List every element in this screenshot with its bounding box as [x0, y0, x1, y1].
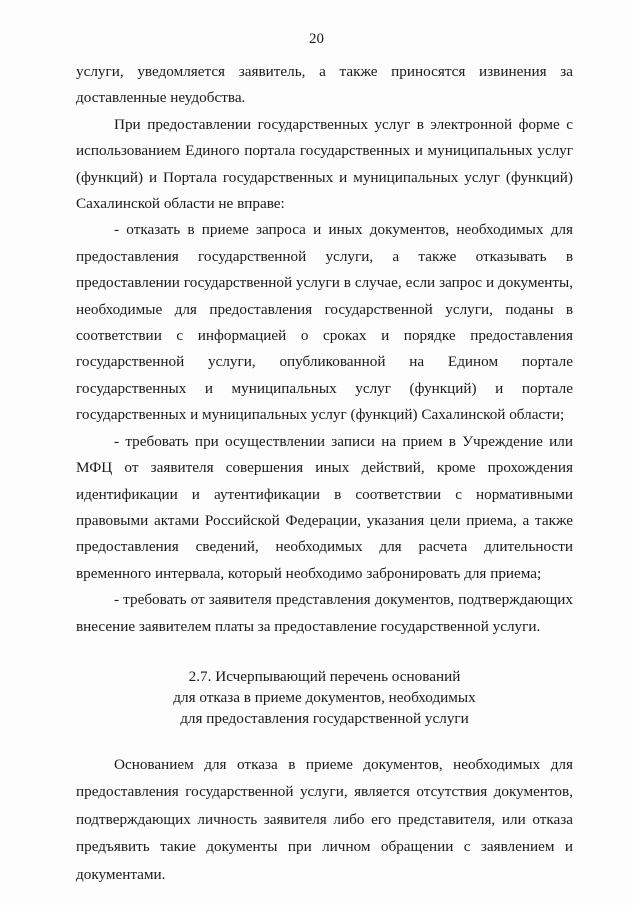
paragraph-refusal-grounds: Основанием для отказа в приеме документов, необходимых для предоставления государственной услуги, является отсутствия документов, подтверждающих личность заявителя либо его представителя, или отказа предъявить такие документы при личном обращении с заявлением и документами. — [76, 755, 573, 883]
paragraph-appointment-requirements: - требовать при осуществлении записи на прием в Учреждение или МФЦ от заявителя совершения иных действий, кроме прохождения идентификации и аутентификации в соответствии с нормативными правовыми актами Российской Федерации, указания цели приема, а также предоставления сведений, необходимых для расчета длительности временного интервала, который необходимо забронировать для приема; — [76, 432, 573, 582]
section-heading — [76, 666, 573, 729]
paragraph-continuation: услуги, уведомляется заявитель, а также приносятся извинения за доставленные неудобства. — [76, 63, 573, 107]
page-number: 20 — [309, 31, 324, 47]
paragraph-electronic-form: При предоставлении государственных услуг в электронной форме с использованием Единого портала государственных и муниципальных услуг (функций) и Портала государственных и муниципальных услуг (функций) Сахалинской области не вправе: — [76, 115, 573, 213]
paragraph-payment-documents: - требовать от заявителя представления документов, подтверждающих внесение заявителем платы за предоставление государственной услуги. — [76, 591, 573, 635]
section-heading-line: для отказа в приеме документов, необходимых — [173, 688, 476, 706]
section-heading-line: 2.7. Исчерпывающий перечень оснований — [188, 667, 461, 685]
section-heading-line: для предоставления государственной услуги — [180, 709, 469, 727]
paragraph-refuse-request: - отказать в приеме запроса и иных документов, необходимых для предоставления государственной услуги, а также отказывать в предоставлении государственной услуги в случае, если запрос и документы, необходимые для предоставления государственной услуги, поданы в соответствии с информацией о сроках и порядке предоставления государственной услуги, опубликованной на Едином портале государственных и муниципальных услуг (функций) и портале государственных и муниципальных услуг (функций) Сахалинской области; — [76, 221, 573, 424]
document-body — [76, 59, 573, 888]
